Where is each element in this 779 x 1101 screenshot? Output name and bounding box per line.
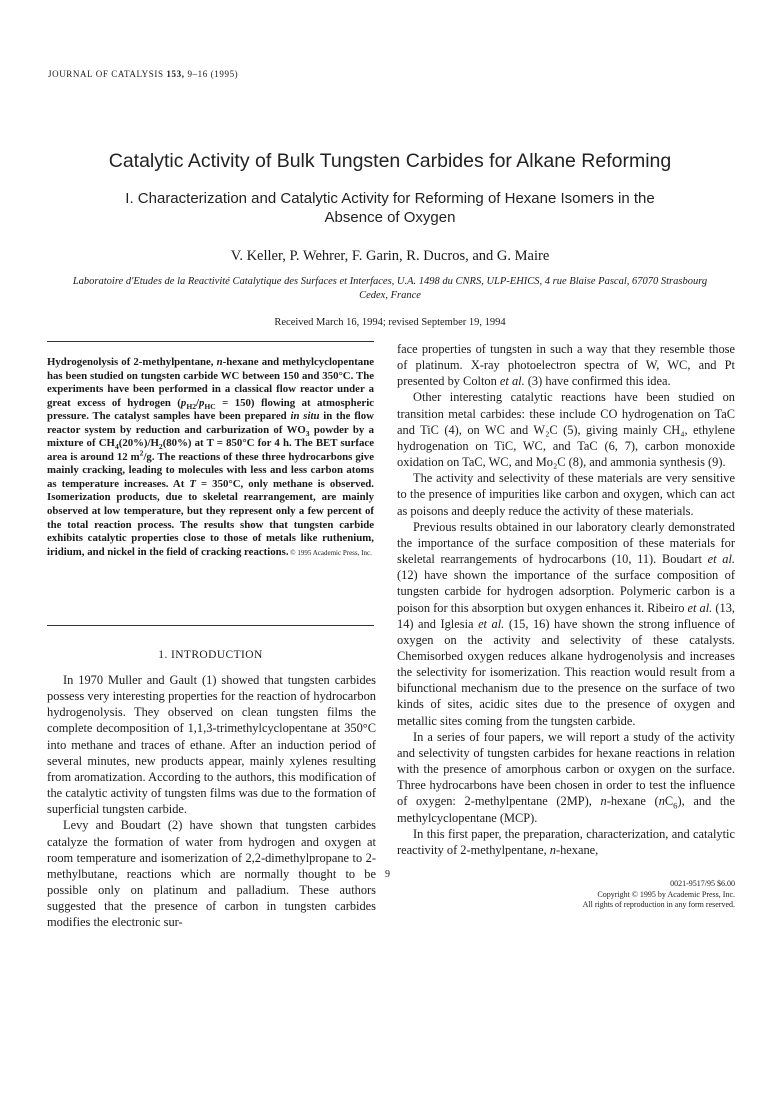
right-paragraph-1: face properties of tungsten in such a way that they resemble those of platinum. X-ray photoelectron spectra of W, WC, and Pt presented by Colton et al. (3) have confirmed this idea. — [397, 342, 735, 389]
affiliation: Laboratoire d'Etudes de la Reactivité Catalytique des Surfaces et Interfaces, U.A. 1498 du CNRS, ULP-EHICS, 4 rue Blaise Pascal, 67070 Strasbourg Cedex, France — [72, 276, 708, 301]
issn-price: 0021-9517/95 $6.00 — [670, 879, 735, 888]
right-paragraph-3: The activity and selectivity of these materials are very sensitive to the presence of impurities like carbon and oxygen, which can act as poisons and deeply reduce the activity of these materials. — [397, 471, 735, 518]
journal-header — [48, 69, 238, 79]
right-paragraph-2: Other interesting catalytic reactions have been studied on transition metal carbides: these include CO hydrogenation on TaC and TiC (4), on WC and W₂C (5), giving mainly CH₄, ethylene hydrogenation on TiC, WC, and TaC (6, 7), carbon monoxide oxidation on TaC, WC, and Mo₂C (8), and ammonia synthesis (9). — [397, 390, 735, 470]
right-paragraph-5: In a series of four papers, we will report a study of the activity and selectivity of tungsten carbides for hexane reactions in relation with the presence of amorphous carbon or oxygen on the surface. Three hydrocarbons have been chosen in order to test the influence of oxygen: 2-methylpentane (2MP), n-hexane $(nC_6)$, and the methylcyclopentane (MCP). — [397, 729, 736, 825]
journal-name: JOURNAL OF CATALYSIS — [48, 69, 164, 79]
paper-title: Catalytic Activity of Bulk Tungsten Carbides for Alkane Reforming — [108, 150, 672, 172]
footer-copyright-block — [583, 879, 735, 911]
right-column-body — [397, 341, 735, 858]
intro-paragraph-1: In 1970 Muller and Gault (1) showed that tungsten carbides possess very interesting properties for the reaction of hydrocarbon hydrogenolysis. They observed on clean tungsten films the complete decomposition of 1,1,3-trimethylcyclopentane at 350°C into methane and traces of ethane. After an induction period of several minutes, new products appear, mainly xylenes resulting from aromatization. According to the authors, this modification of the catalytic activity of tungsten films was due to the formation of superficial tungsten carbide. — [47, 673, 376, 817]
journal-volume: 153, — [166, 69, 185, 79]
abstract-bottom-rule — [47, 625, 374, 626]
rights-line: All rights of reproduction in any form reserved. — [582, 900, 735, 909]
left-column-body — [47, 672, 376, 931]
abstract: Hydrogenolysis of 2-methylpentane, n-hexane and methylcyclopentane has been studied on tungsten carbide WC between 150 and 350°C. The experiments have been performed in a classical flow reactor under a great excess of hydrogen $(p_{H2}/p_{HC} = 150)$ flowing at atmospheric pressure. The catalyst samples have been prepared in situ in the flow reactor system by reduction and carburization of $WO_3$ powder by a mixture of $CH_4(20\%)/H_2(80\%)$ at T = 850°C for 4 h. The BET surface area is around 12 $m^2/g$. The reactions of these three hydrocarbons give mainly cracking, leading to molecules with less and less carbon atoms as temperature increases. At T = 350°C, only methane is observed. Isomerization products, due to skeletal rearrangement, are mainly observed at low temperature, but they represent only a few percent of the total reaction process. The results show that tungsten carbide exhibits catalytic properties close to those of metals like ruthenium, iridium, and nickel in the field of cracking reactions. © 1995 Academic Press, Inc. — [47, 356, 375, 558]
page-number: 9 — [385, 869, 390, 880]
section-heading-introduction: 1. INTRODUCTION — [158, 649, 263, 661]
author-list: V. Keller, P. Wehrer, F. Garin, R. Ducros, and G. Maire — [230, 248, 550, 264]
right-paragraph-4: Previous results obtained in our laboratory clearly demonstrated the importance of the surface composition of these materials for skeletal rearrangements of hydrocarbons (10, 11). Boudart et al. (12) have shown the importance of the surface composition of tungsten carbide for hydrogen adsorption. Polymeric carbon is a poison for this absorption but oxygen enhances it. Ribeiro et al. (13, 14) and Iglesia et al. (15, 16) have shown the strong influence of oxygen on the activity and selectivity of these catalysts. Chemisorbed oxygen reduces alkane hydrogenolysis and increases the selectivity for isomerization. This reaction would result from a bifunctional mechanism due to the presence on the surface of two kinds of sites, acidic sites due to the presence of oxygen and metallic sites coming from the tungsten carbide. — [397, 519, 735, 728]
intro-paragraph-2: Levy and Boudart (2) have shown that tungsten carbides catalyze the formation of water from hydrogen and oxygen at room temperature and isomerization of 2,2-dimethylpropane to 2-methylbutane, reactions which are normally thought to be possible only on platinum and palladium. These authors suggested that the presence of carbon in tungsten carbides modifies the electronic sur- — [47, 818, 376, 930]
received-dates: Received March 16, 1994; revised September 19, 1994 — [274, 317, 506, 328]
abstract-copyright: © 1995 Academic Press, Inc. — [288, 548, 372, 557]
abstract-top-rule — [47, 341, 374, 342]
copyright-line: Copyright © 1995 by Academic Press, Inc. — [597, 889, 735, 899]
right-paragraph-6: In this first paper, the preparation, characterization, and catalytic reactivity of 2-methylpentane, n-hexane, — [397, 826, 735, 857]
paper-subtitle: I. Characterization and Catalytic Activity for Reforming of Hexane Isomers in the Absence of Oxygen — [125, 190, 655, 226]
journal-pages: 9–16 (1995) — [187, 69, 239, 79]
